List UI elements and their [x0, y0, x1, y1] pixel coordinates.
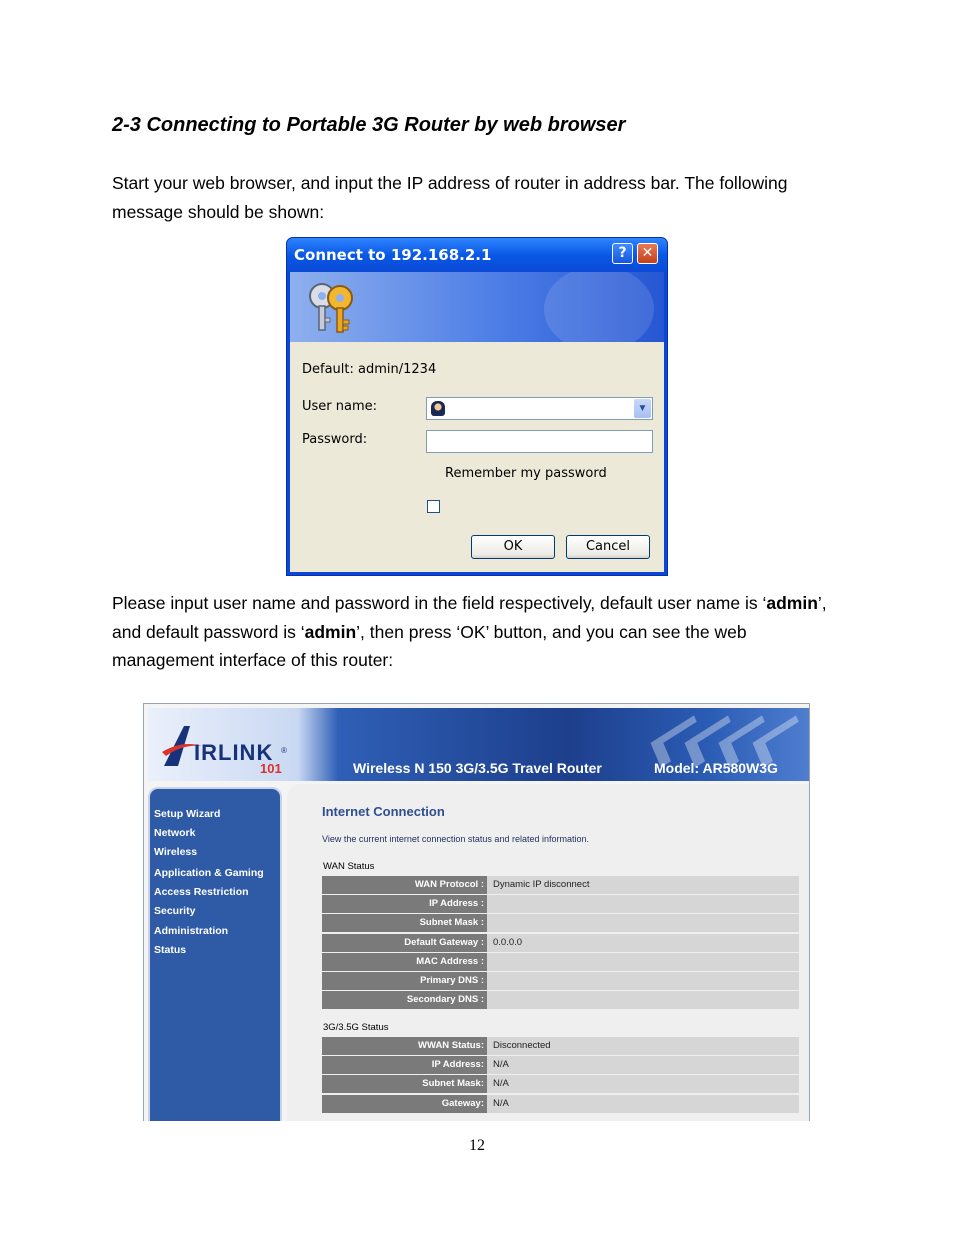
user-icon — [431, 401, 445, 416]
username-label: User name: — [302, 399, 378, 414]
default-password: admin — [304, 621, 357, 642]
row-label: Secondary DNS : — [322, 991, 487, 1009]
table-row — [322, 1075, 799, 1093]
nav-administration[interactable]: Administration — [154, 925, 229, 937]
table-row — [322, 1095, 799, 1113]
table-row — [322, 953, 799, 971]
router-screenshot — [143, 703, 810, 1121]
banner-decoration — [544, 272, 654, 342]
table-row — [322, 1056, 799, 1074]
close-button[interactable]: ✕ — [637, 243, 658, 264]
logo-registered-mark: ® — [281, 746, 287, 755]
row-value — [487, 972, 799, 990]
nav-access-restriction[interactable]: Access Restriction — [154, 886, 249, 898]
remember-checkbox[interactable] — [427, 500, 440, 513]
table-row — [322, 972, 799, 990]
ok-button[interactable]: OK — [471, 535, 555, 559]
nav-setup-wizard[interactable]: Setup Wizard — [154, 808, 221, 820]
dialog-body — [290, 272, 664, 572]
product-name: Wireless N 150 3G/3.5G Travel Router — [353, 760, 602, 776]
g3-status-title: 3G/3.5G Status — [323, 1022, 389, 1033]
row-value: Dynamic IP disconnect — [487, 876, 799, 894]
row-value — [487, 991, 799, 1009]
router-content — [287, 784, 809, 1121]
row-label: Gateway: — [322, 1095, 487, 1113]
password-label: Password: — [302, 432, 368, 447]
table-row — [322, 1037, 799, 1055]
wan-status-title: WAN Status — [323, 861, 375, 872]
chevron-down-icon[interactable]: ▼ — [634, 399, 651, 418]
nav-wireless[interactable]: Wireless — [154, 846, 198, 858]
row-value — [487, 914, 799, 932]
logo-number: 101 — [260, 761, 282, 776]
password-field[interactable] — [426, 430, 653, 453]
table-row — [322, 914, 799, 932]
remember-label: Remember my password — [445, 466, 607, 481]
wan-status-table — [322, 876, 799, 1010]
row-value: N/A — [487, 1056, 799, 1074]
table-row — [322, 876, 799, 894]
cancel-button[interactable]: Cancel — [566, 535, 650, 559]
dialog-title-bar — [287, 238, 667, 272]
help-button[interactable]: ? — [612, 243, 633, 264]
keys-icon — [304, 278, 364, 336]
row-label: Subnet Mask: — [322, 1075, 487, 1093]
router-sidebar — [148, 787, 282, 1121]
default-username: admin — [766, 593, 818, 613]
row-label: Subnet Mask : — [322, 914, 487, 932]
dialog-banner — [290, 272, 664, 342]
row-value: Disconnected — [487, 1037, 799, 1055]
username-field[interactable] — [426, 397, 653, 420]
login-dialog — [286, 237, 668, 576]
page-number: 12 — [469, 1137, 485, 1154]
g3-status-table — [322, 1037, 799, 1114]
instructions-part2: ’, and default password is ‘ — [112, 593, 827, 642]
row-value: N/A — [487, 1075, 799, 1093]
logo-wordmark: IRLINK — [194, 740, 274, 765]
section-heading: 2-3 Connecting to Portable 3G Router by web browser — [112, 114, 626, 136]
table-row — [322, 895, 799, 913]
row-value: N/A — [487, 1095, 799, 1113]
row-value — [487, 953, 799, 971]
table-row — [322, 991, 799, 1009]
row-label: MAC Address : — [322, 953, 487, 971]
default-credentials-text: Default: admin/1234 — [302, 362, 437, 377]
table-row — [322, 934, 799, 952]
intro-paragraph: Start your web browser, and input the IP address of router in address bar. The following message should be shown: — [112, 173, 788, 222]
row-label: Primary DNS : — [322, 972, 487, 990]
instructions-part1: Please input user name and password in the field respectively, default user name is ‘ — [112, 593, 767, 613]
router-page-description: View the current internet connection status and related information. — [322, 834, 589, 844]
dialog-title: Connect to 192.168.2.1 — [294, 246, 492, 264]
row-value: 0.0.0.0 — [487, 934, 799, 952]
nav-security[interactable]: Security — [154, 905, 196, 917]
router-header — [148, 708, 809, 781]
row-label: WAN Protocol : — [322, 876, 487, 894]
nav-application-gaming[interactable]: Application & Gaming — [154, 867, 264, 879]
row-label: IP Address: — [322, 1056, 487, 1074]
model-name: Model: AR580W3G — [654, 760, 778, 776]
router-page-title: Internet Connection — [322, 804, 445, 819]
row-label: WWAN Status: — [322, 1037, 487, 1055]
row-label: Default Gateway : — [322, 934, 487, 952]
nav-status[interactable]: Status — [154, 944, 187, 956]
nav-network[interactable]: Network — [154, 827, 196, 839]
instructions-part3: ’, then press ‘OK’ button, and you can see the web management interface of this router: — [112, 621, 747, 671]
instructions-paragraph — [112, 589, 852, 675]
row-label: IP Address : — [322, 895, 487, 913]
row-value — [487, 895, 799, 913]
